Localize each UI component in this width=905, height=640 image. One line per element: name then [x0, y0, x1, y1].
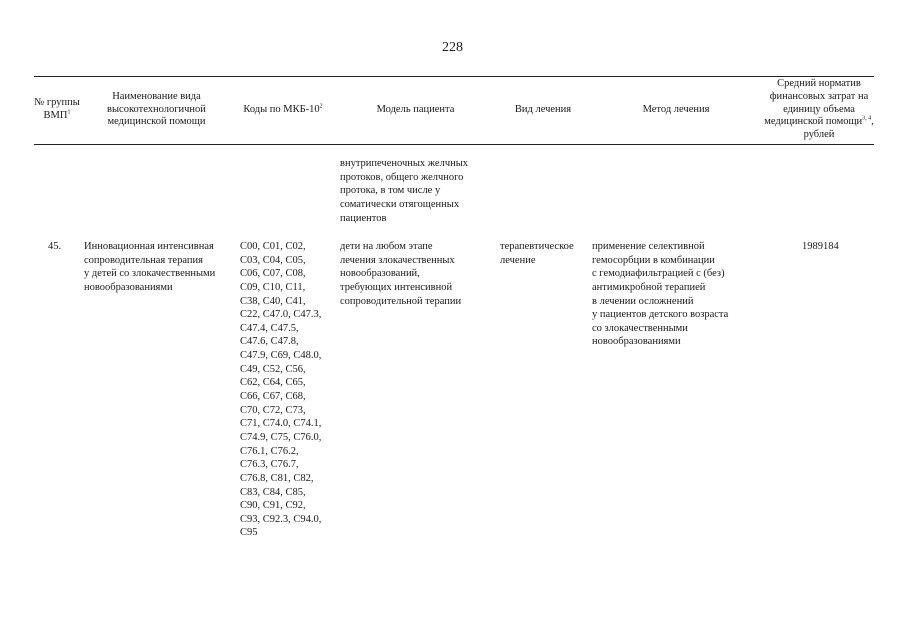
cell-average-cost: 1989184: [802, 241, 839, 252]
cell-icd-codes: C00, C01, C02, C03, C04, C05, C06, C07, C08, C09, C10, C11, C38, C40, C41, C22, C47.0, C47.3, C47.4, C47.5, C47.6, C47.8, C47.9, C69, C48.0, C49, C52, C56, C62, C64, C65, C66, C67, C68, C70, C72, C73, C71, C74.0, C74.1, C74.9, C75, C76.0, C76.1, C76.2, C76.3, C76.7, C76.8, C81, C82, C83, C84, C85, C90, C91, C92, C93, C92.3, C94.0, C95: [240, 241, 322, 539]
header-care-name: Наименование вида высокотехнологичной медицинской помощи: [107, 90, 206, 128]
cell-treatment-type: терапевтическое лечение: [500, 241, 574, 266]
page-number: 228: [442, 40, 463, 55]
header-patient-model: Модель пациента: [376, 103, 455, 115]
cell-care-name: Инновационная интенсивная сопроводительная терапия у детей со злокачественными новообразованиями: [84, 241, 216, 293]
cell-treatment-method: применение селективной гемосорбции в комбинации с гемодиафильтрацией с (без) антимикробной терапией в лечении осложнений у пациентов детского возраста со злокачественными новообразованиями: [592, 241, 729, 348]
header-group-number: № группы ВМП$^1$: [34, 97, 80, 121]
continuation-patient-model: внутрипеченочных желчных протоков, общего желчного протока, в том числе у соматически отягощенных пациентов: [340, 158, 469, 224]
cell-group-number: 45.: [48, 241, 62, 252]
table-header-border: [34, 144, 874, 145]
cell-patient-model: дети на любом этапе лечения злокачественных новообразований, требующих интенсивной сопроводительной терапии: [340, 241, 462, 307]
header-average-cost: Средний норматив финансовых затрат на единицу объема медицинской помощи$^{3, 4}$, рублей: [764, 78, 874, 141]
header-treatment-type: Вид лечения: [514, 103, 572, 115]
header-treatment-method: Метод лечения: [642, 103, 710, 115]
table-top-border: [34, 76, 874, 77]
header-icd-codes: Коды по МКБ-$10^2$: [243, 103, 323, 115]
